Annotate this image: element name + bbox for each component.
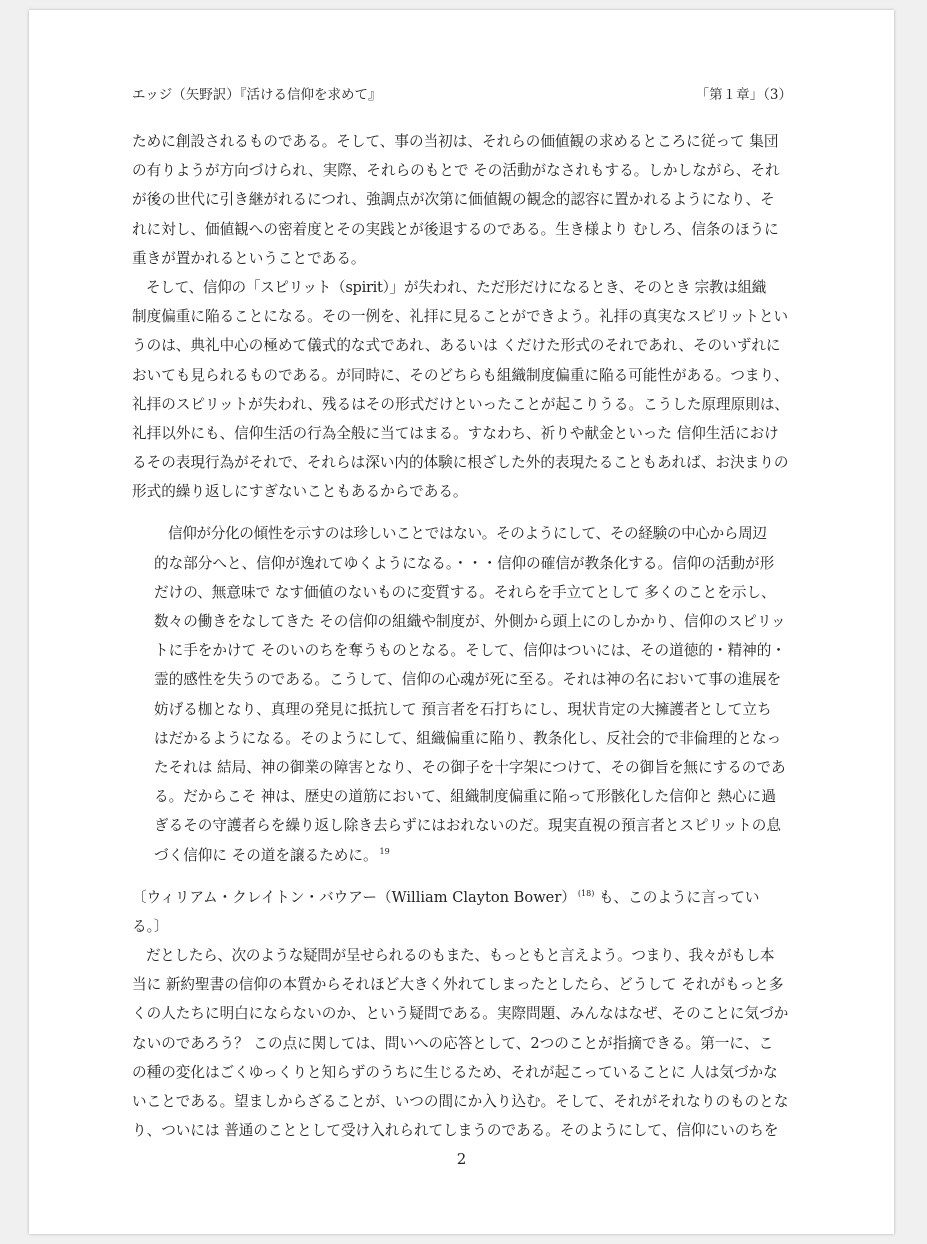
text-line: そして、信仰の「スピリット（spirit）」が失われ、ただ形だけになるとき、そのとき 宗教は組織 [146,278,767,296]
document-page [29,10,894,1234]
spacer [132,870,794,883]
body-text [132,127,794,1145]
text-line: の種の変化はごくゆっくりと知らずのうちに生じるため、それが起こっていることに 人は気づかな [132,1063,778,1081]
text-line: おいても見られるものである。が同時に、そのどちらも組織制度偏重に陥る可能性がある。つまり、 [132,366,789,384]
footnote-ref[interactable]: 19 [379,846,390,856]
block-quote [154,519,794,869]
text-line: うのは、典礼中心の極めて儀式的な式であれ、あるいは くだけた形式のそれであれ、そのいずれに [132,337,781,355]
text-line: ぎるその守護者らを繰り返し除き去らずにはおれないのだ。現実直視の預言者とスピリットの息 [154,817,781,835]
text-line: ないのであろう？ この点に関しては、問いへの応答として、2つのことが指摘できる。第一に、こ [132,1034,774,1052]
text-line: 的な部分へと、信仰が逸れてゆくようになる。・・・信仰の確信が教条化する。信仰の活動が形 [154,554,775,572]
page-number: 2 [456,1150,467,1168]
text-line: の有りようが方向づけられ、実際、それらのもとで その活動がなされもする。しかしながら、それ [132,162,780,180]
paragraph-3 [132,941,794,1145]
header-chapter: 「第１章」（3） [695,87,792,103]
text-line: 数々の働きをなしてきた その信仰の組織や制度が、外側から頭上にのしかかり、信仰のスピリッ [154,613,786,630]
attribution-text: 〔ウィリアム・クレイトン・バウアー（William Clayton Bower） [132,888,576,906]
text-line: たそれは 結局、神の御業の障害となり、その御子を十字架につけて、その御旨を無にするのであ [154,758,786,776]
text-line: くの人たちに明白にならないのか、という疑問である。実際問題、みんなはなぜ、そのことに気づか [132,1005,789,1023]
text-line: ために創設されるものである。そして、事の当初は、それらの価値観の求めるところに従って 集団 [132,133,779,150]
text-line: が後の世代に引き継がれるにつれ、強調点が次第に価値観の観念的認容に置かれるようになり、そ [132,191,775,209]
paragraph-1 [132,127,794,273]
text-line: る。〕 [132,917,169,935]
text-line [132,883,794,912]
text-line: 礼拝以外にも、信仰生活の行為全般に当てはまる。すなわち、祈りや献金といった 信仰生活におけ [132,424,779,442]
text-line: だけの、無意味で なす価値のないものに変質する。それらを手立てとして 多くのことを示し、 [154,583,776,601]
text-line: 信仰が分化の傾性を示すのは珍しいことではない。そのようにして、その経験の中心から周辺 [168,525,767,543]
text-line: る。だからこそ 神は、歴史の道筋において、組織制度偏重に陥って形骸化した信仰と 熱心に過 [154,788,776,806]
endnote-ref[interactable]: (18) [577,888,595,898]
attribution-text-end: も、このように言ってい [594,888,760,906]
paragraph-2 [132,273,794,507]
text-line [154,841,794,870]
text-line: れに対し、価値観への密着度とその実践とが後退するのである。生き様より むしろ、信条のほうに [132,220,779,238]
attribution [132,883,794,941]
text-line: 重きが置かれるということである。 [132,249,366,267]
text-line: るその表現行為がそれで、それらは深い内的体験に根ざした外的表現たることもあれば、お決まりの [132,454,789,472]
text-line: だとしたら、次のような疑問が呈せられるのもまた、もっともと言えよう。つまり、我々がもし本 [146,947,775,965]
text-line: 当に 新約聖書の信仰の本質からそれほど大きく外れてしまったとしたら、どうして それがもっと多 [132,976,784,994]
text-line: り、ついには 普通のこととして受け入れられてしまうのである。そのようにして、信仰にいのちを [132,1122,779,1140]
text-line: 霊的感性を失うのである。こうして、信仰の心魂が死に至る。それは神の名において事の進展を [154,671,782,689]
text-line: トに手をかけて そのいのちを奪うものとなる。そして、信仰はついには、その道徳的・精神的・ [154,642,786,660]
spacer [132,506,794,519]
text-line: 制度偏重に陥ることになる。その一例を、礼拝に見ることができよう。礼拝の真実なスピリットとい [132,308,789,326]
text-line: 礼拝のスピリットが失われ、残るはその形式だけといったことが起こりうる。こうした原理原則は、 [132,395,790,413]
text-line: 形式的繰り返しにすぎないこともあるからである。 [132,483,468,501]
text-line: はだかるようになる。そのようにして、組織偏重に陥り、教条化し、反社会的で非倫理的となっ [154,729,782,747]
text-line: 妨げる枷となり、真理の発見に抵抗して 預言者を石打ちにし、現状肯定の大擁護者として立ち [154,700,772,718]
quote-last-line: づく信仰に その道を譲るために。 [154,846,378,864]
header-title: エッジ（矢野訳）『活ける信仰を求めて』 [132,87,382,103]
text-line: いことである。望ましからざることが、いつの間にか入り込む。そして、それがそれなりのものとな [132,1093,789,1110]
